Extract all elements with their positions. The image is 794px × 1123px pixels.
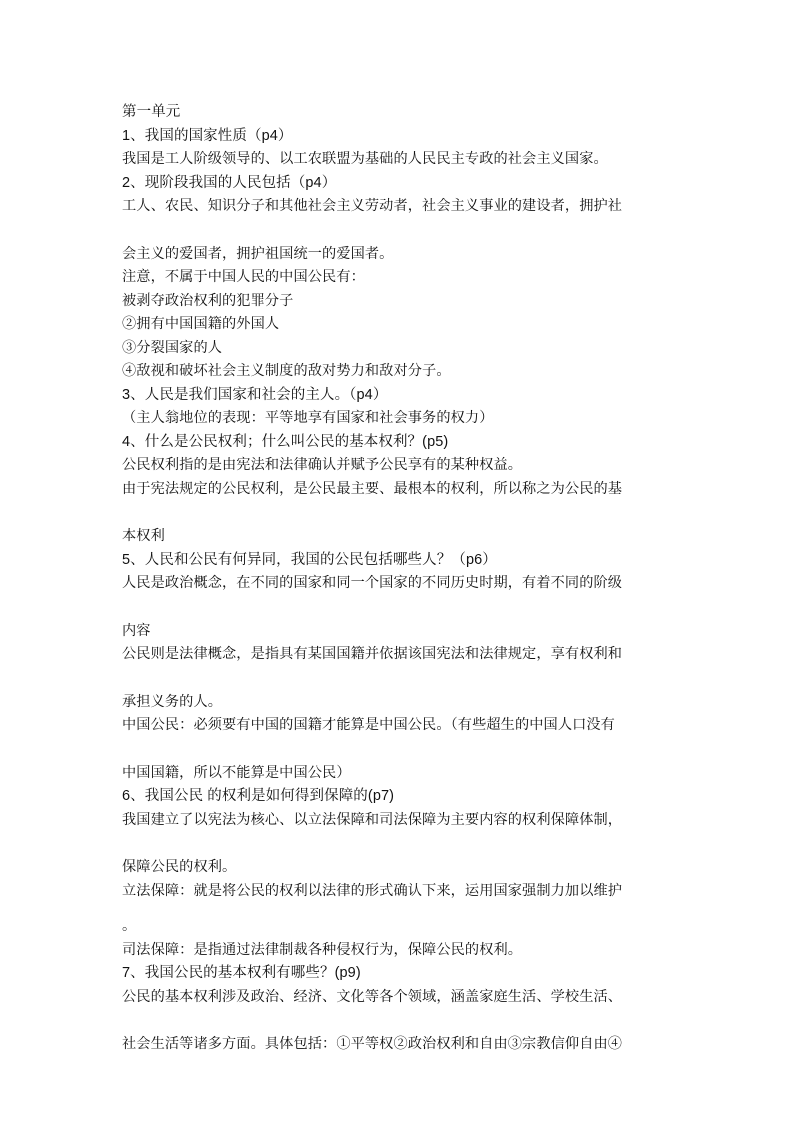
answer-2-text-part-1: 工人、农民、知识分子和其他社会主义劳动者，社会主义事业的建设者，拥护社 bbox=[122, 198, 623, 214]
answer-3-text: （主人翁地位的表现：平等地享有国家和社会事务的权力） bbox=[122, 410, 494, 426]
answer-7-text-part-1: 公民的基本权利涉及政治、经济、文化等各个领域，涵盖家庭生活、学校生活、 bbox=[122, 988, 623, 1005]
question-1-heading: 1、我国的国家性质（p4） bbox=[122, 127, 293, 144]
answer-5-text-1-part-2: 内容 bbox=[122, 622, 151, 639]
answer-5-text-3-part-1: 中国公民：必须要有中国的国籍才能算是中国公民。（有些超生的中国人口没有 bbox=[122, 717, 615, 733]
answer-2-text-part-2: 会主义的爱国者，拥护祖国统一的爱国者。 bbox=[122, 245, 394, 262]
question-3-heading: 3、人民是我们国家和社会的主人。（p4） bbox=[122, 386, 388, 403]
answer-6-text-1-part-1: 我国建立了以宪法为核心、以立法保障和司法保障为主要内容的权利保障体制， bbox=[122, 811, 623, 828]
question-7-heading: 7、我国公民的基本权利有哪些？(p9) bbox=[122, 965, 361, 981]
answer-5-text-1-part-1: 人民是政治概念，在不同的国家和同一个国家的不同历史时期，有着不同的阶级 bbox=[122, 575, 623, 591]
answer-5-text-2-part-1: 公民则是法律概念，是指具有某国国籍并依据该国宪法和法律规定，享有权利和 bbox=[122, 646, 623, 662]
answer-1-text: 我国是工人阶级领导的、以工农联盟为基础的人民民主专政的社会主义国家。 bbox=[122, 151, 608, 167]
answer-6-text-2-part-2: 。 bbox=[122, 918, 137, 934]
answer-4-text-2-part-1: 由于宪法规定的公民权利，是公民最主要、最根本的权利，所以称之为公民的基 bbox=[122, 480, 623, 497]
answer-4-text-1: 公民权利指的是由宪法和法律确认并赋予公民享有的某种权益。 bbox=[122, 457, 523, 473]
note-item-2: ②拥有中国国籍的外国人 bbox=[122, 316, 280, 332]
answer-5-text-3-part-2: 中国国籍，所以不能算是中国公民） bbox=[122, 764, 351, 781]
note-item-1: 被剥夺政治权利的犯罪分子 bbox=[122, 292, 294, 309]
answer-7-text-part-2: 社会生活等诸多方面。具体包括：①平等权②政治权利和自由③宗教信仰自由④ bbox=[122, 1036, 623, 1052]
question-4-heading: 4、什么是公民权利；什么叫公民的基本权利？(p5) bbox=[122, 433, 449, 450]
question-2-heading: 2、现阶段我国的人民包括（p4） bbox=[122, 174, 337, 191]
note-heading: 注意，不属于中国人民的中国公民有： bbox=[122, 269, 365, 285]
answer-4-text-2-part-2: 本权利 bbox=[122, 528, 165, 544]
answer-5-text-2-part-2: 承担义务的人。 bbox=[122, 693, 223, 710]
unit-title: 第一单元 bbox=[122, 104, 181, 120]
answer-6-text-3: 司法保障：是指通过法律制裁各种侵权行为，保障公民的权利。 bbox=[122, 941, 523, 958]
note-item-4: ④敌视和破坏社会主义制度的敌对势力和敌对分子。 bbox=[122, 363, 451, 379]
answer-6-text-2-part-1: 立法保障：就是将公民的权利以法律的形式确认下来，运用国家强制力加以维护 bbox=[122, 882, 623, 899]
answer-6-text-1-part-2: 保障公民的权利。 bbox=[122, 859, 237, 875]
document-body bbox=[122, 101, 682, 1057]
note-item-3: ③分裂国家的人 bbox=[122, 339, 223, 356]
question-6-heading: 6、我国公民 的权利是如何得到保障的(p7) bbox=[122, 788, 395, 804]
question-5-heading: 5、人民和公民有何异同，我国的公民包括哪些人？（p6） bbox=[122, 551, 497, 568]
